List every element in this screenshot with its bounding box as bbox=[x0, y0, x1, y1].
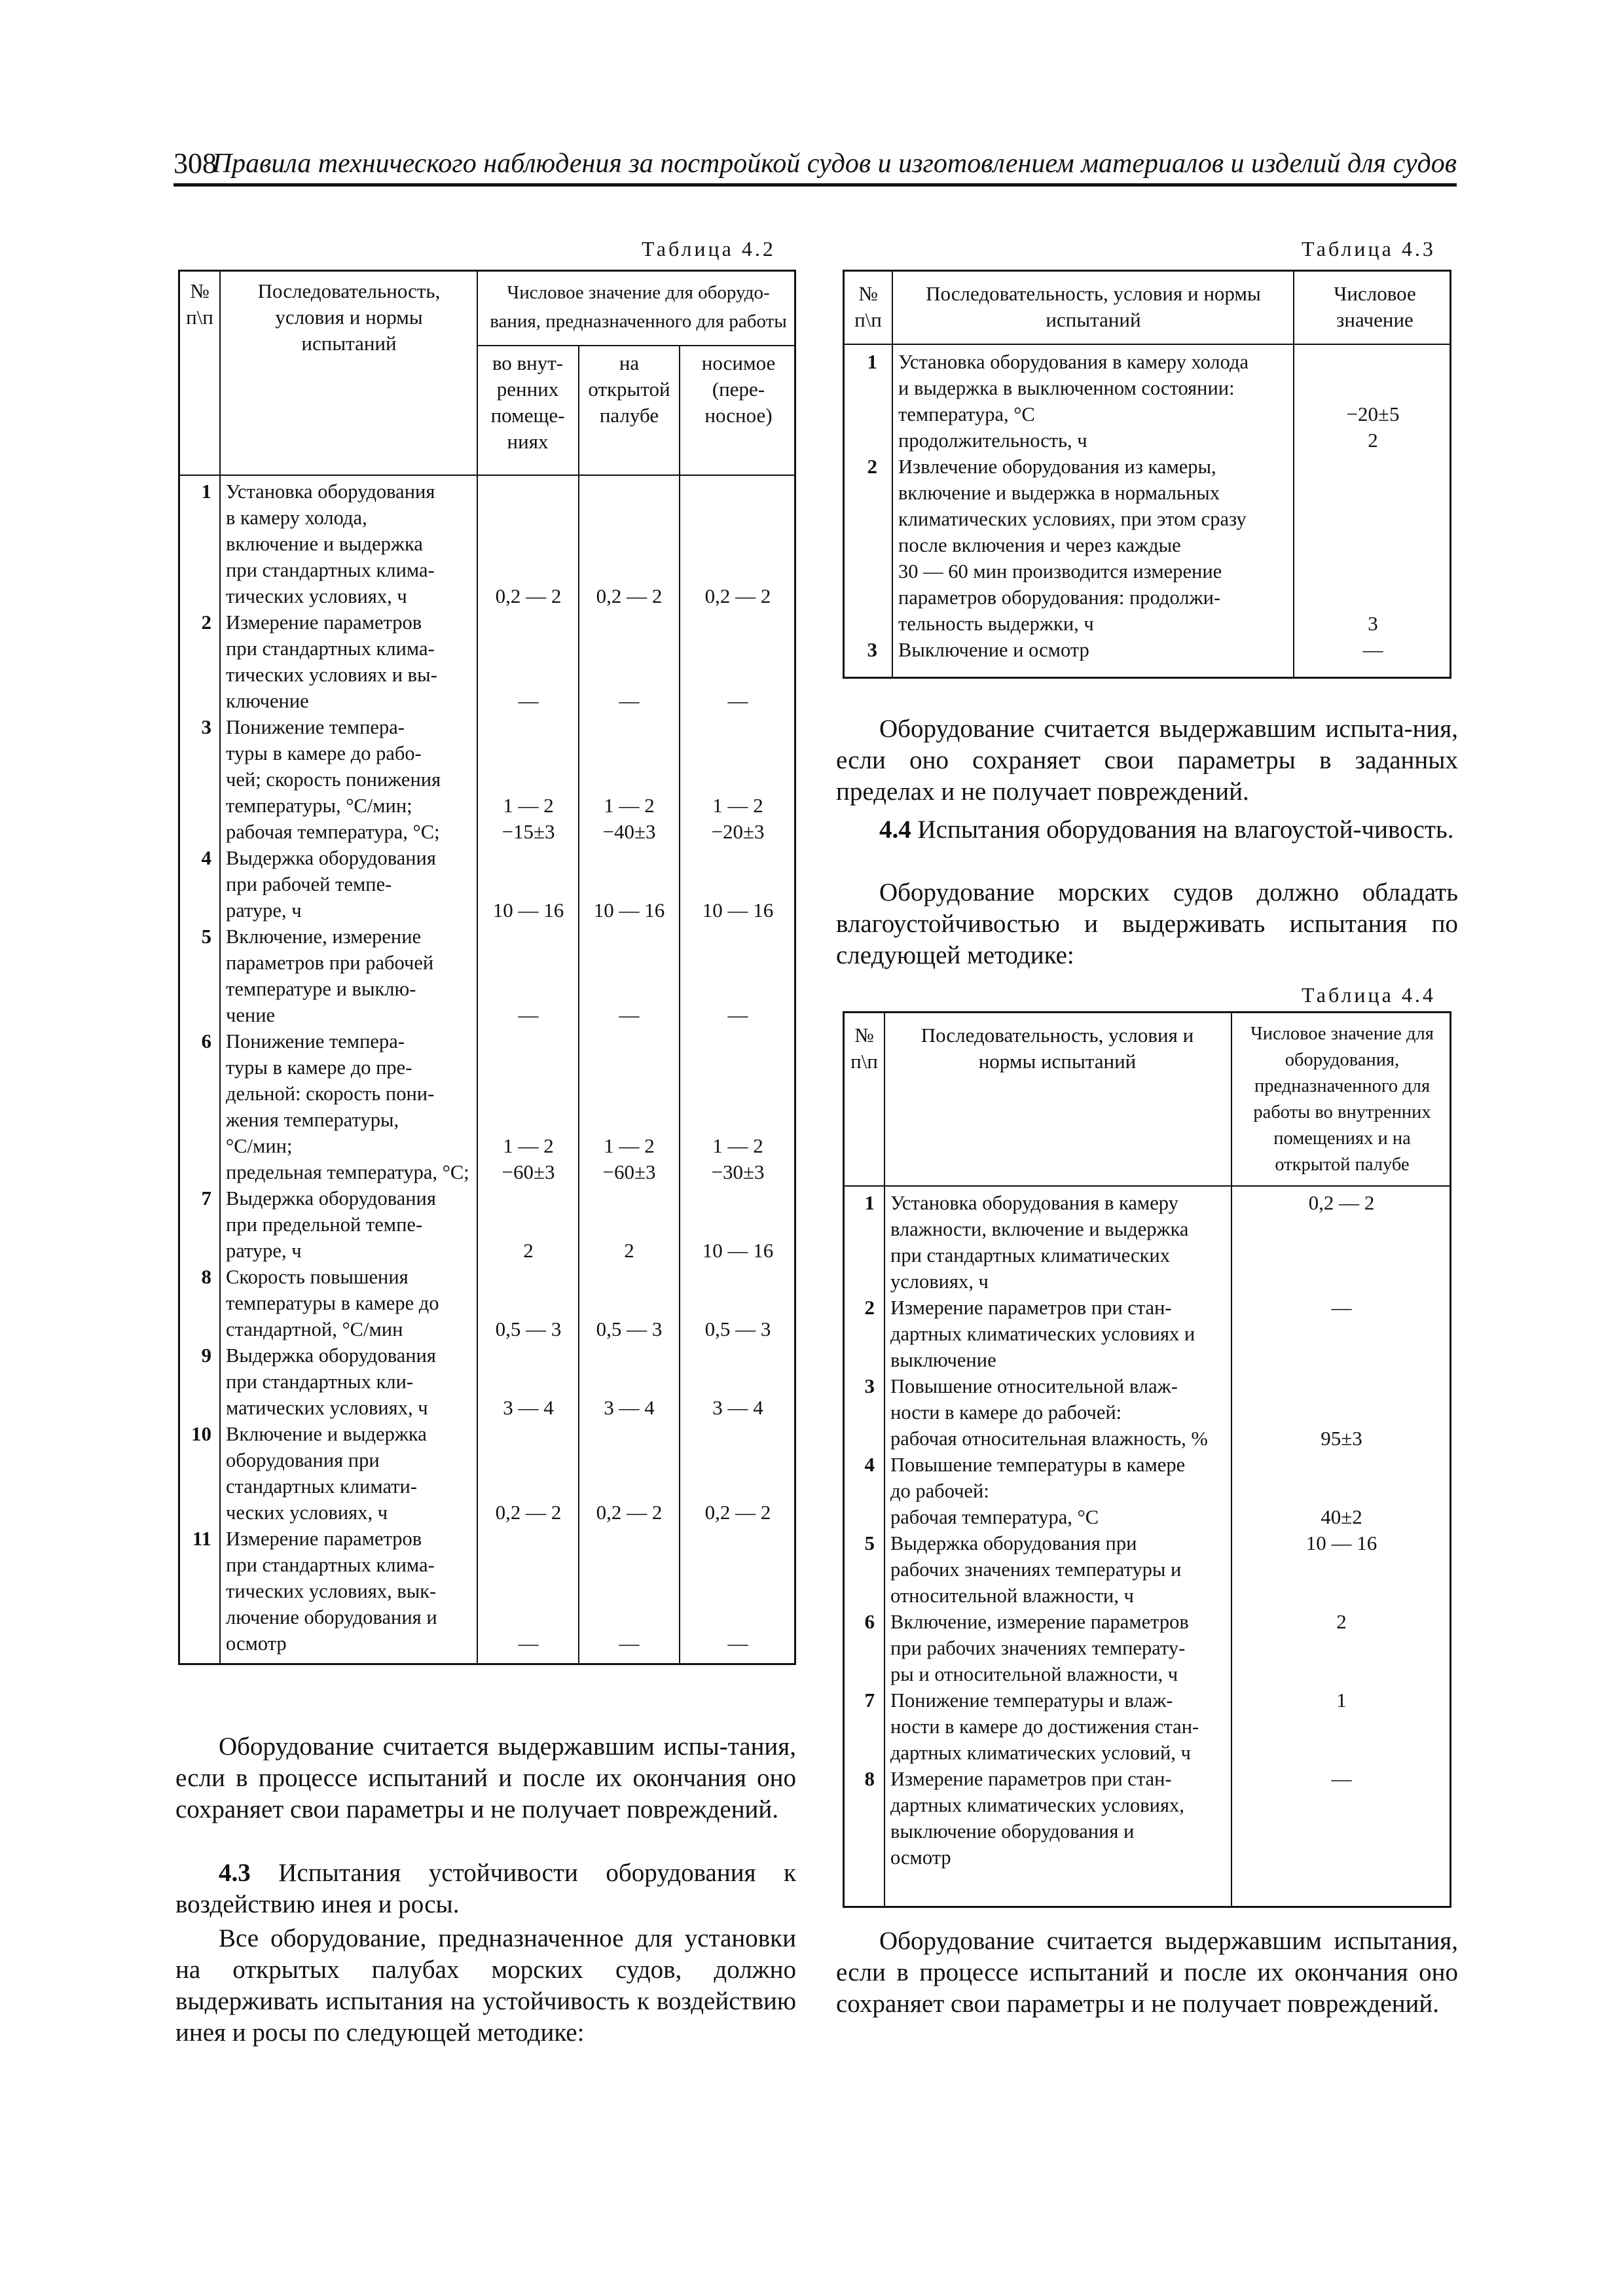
row-procedure-text: Извлечение оборудования из камеры, включение и выдержка в нормальных климатических условиях, при этом сразу после включения и через каждые 30 — 60 мин производится измерение параметров оборудования: продолжи- тельность выдержки, ч bbox=[898, 456, 1247, 635]
row-number: 10 bbox=[191, 1422, 211, 1445]
row-value-deck: — bbox=[619, 1632, 640, 1655]
row-number: 7 bbox=[201, 1187, 211, 1210]
col-no-header: № п\п bbox=[850, 1024, 878, 1073]
page-number: 308 bbox=[173, 147, 217, 179]
row-number: 1 bbox=[864, 1191, 875, 1214]
row-value-indoor: 3 — 4 bbox=[503, 1396, 554, 1419]
row-value-indoor: 10 — 16 bbox=[492, 899, 564, 922]
paragraph-table-4-3-result: Оборудование считается выдержавшим испыта-ния, если оно сохраняет свои параметры в заданных пределах и не получает повреждений. bbox=[836, 715, 1458, 806]
row-value: 0,2 — 2 bbox=[1308, 1191, 1375, 1214]
row-procedure-text: Установка оборудования в камеру холода, включение и выдержка при стандартных клима- тических условиях, ч bbox=[226, 480, 435, 607]
row-procedure-text: Выдержка оборудования при рабочей темпе- ратуре, ч bbox=[226, 847, 436, 922]
paragraph-4-4-intro: Оборудование морских судов должно обладать влагоустойчивостью и выдерживать испытания по следующей методике: bbox=[836, 878, 1458, 969]
row-value-portable: 0,5 — 3 bbox=[704, 1318, 771, 1340]
col-procedure-header: Последовательность, условия и нормы испытаний bbox=[257, 279, 441, 355]
section-4-3-number: 4.3 bbox=[219, 1859, 251, 1887]
paragraph-table-4-2-result: Оборудование считается выдержавшим испы-тания, если в процессе испытаний и после их окончания оно сохраняет свои параметры и не получает повреждений. bbox=[175, 1732, 796, 1823]
paragraph-table-4-4-result: Оборудование считается выдержавшим испытания, если в процессе испытаний и после их окончания оно сохраняет свои параметры и не получает повреждений. bbox=[836, 1927, 1458, 2018]
row-procedure-text: Повышение относительной влаж- ности в камере до рабочей: рабочая относительная влажность, % bbox=[890, 1375, 1208, 1450]
row-value-portable: 10 — 16 bbox=[702, 899, 774, 922]
row-procedure-text: Включение, измерение параметров при рабочих значениях температу- ры и относительной влажности, ч bbox=[890, 1611, 1189, 1685]
row-value-deck: — bbox=[619, 689, 640, 712]
section-4-3-heading bbox=[175, 1857, 796, 1920]
col-indoor-header: во внут- ренних помеще- ниях bbox=[490, 351, 565, 453]
row-value-portable: 1 — 2 −30±3 bbox=[711, 1134, 765, 1183]
row-procedure-text: Повышение температуры в камере до рабочей: рабочая температура, °С bbox=[890, 1454, 1186, 1528]
row-number: 2 bbox=[864, 1296, 875, 1319]
row-value: 3 bbox=[1368, 612, 1378, 635]
row-value-indoor: 1 — 2 −60±3 bbox=[501, 1134, 555, 1183]
row-value-portable: — bbox=[727, 1632, 748, 1655]
row-procedure-text: Понижение темпера- туры в камере до пре- дельной: скорость пони- жения температуры, °С/мин; предельная температура, °С; bbox=[226, 1030, 469, 1183]
row-number: 8 bbox=[864, 1767, 875, 1790]
col-portable-header: носимое (пере- носное) bbox=[701, 351, 776, 427]
table-4-3 bbox=[843, 270, 1451, 679]
table-4-4-caption: Таблица 4.4 bbox=[1302, 983, 1436, 1007]
table-4-3-caption: Таблица 4.3 bbox=[1302, 237, 1436, 260]
row-value-deck: 3 — 4 bbox=[604, 1396, 655, 1419]
col-no-header: № п\п bbox=[854, 282, 882, 331]
row-value-deck: — bbox=[619, 1003, 640, 1026]
row-value: 95±3 bbox=[1321, 1427, 1362, 1450]
row-value-deck: 1 — 2 −40±3 bbox=[602, 794, 656, 843]
row-value-indoor: 0,5 — 3 bbox=[495, 1318, 562, 1340]
row-number: 8 bbox=[201, 1265, 211, 1288]
row-value-portable: 1 — 2 −20±3 bbox=[711, 794, 765, 843]
row-number: 1 bbox=[867, 350, 877, 373]
col-no-header: № п\п bbox=[186, 279, 213, 329]
row-procedure-text: Установка оборудования в камеру влажности, включение и выдержка при стандартных климатических условиях, ч bbox=[890, 1192, 1189, 1293]
row-procedure-text: Установка оборудования в камеру холода и выдержка в выключенном состоянии: температура, °С продолжительность, ч bbox=[898, 351, 1249, 452]
row-value: 1 bbox=[1336, 1689, 1347, 1712]
row-number: 11 bbox=[192, 1527, 211, 1550]
row-number: 9 bbox=[201, 1344, 211, 1367]
row-procedure-text: Понижение температуры и влаж- ности в камере до достижения стан- дартных климатических условий, ч bbox=[890, 1689, 1199, 1764]
row-value-indoor: 0,2 — 2 bbox=[495, 584, 562, 607]
row-procedure-text: Измерение параметров при стан- дартных климатических условиях и выключение bbox=[890, 1297, 1195, 1371]
row-number: 2 bbox=[867, 455, 877, 478]
running-header bbox=[173, 143, 1457, 187]
row-value-deck: 0,2 — 2 bbox=[596, 1501, 663, 1524]
row-procedure-text: Измерение параметров при стан- дартных климатических условиях, выключение оборудования и осмотр bbox=[890, 1768, 1184, 1869]
col-value-header: Числовое значение bbox=[1334, 282, 1416, 331]
section-4-4-number: 4.4 bbox=[879, 816, 911, 844]
row-number: 7 bbox=[864, 1689, 875, 1712]
row-value: −20±5 2 bbox=[1346, 403, 1400, 452]
row-value-portable: — bbox=[727, 689, 748, 712]
table-4-2-caption: Таблица 4.2 bbox=[642, 237, 776, 260]
row-procedure-text: Скорость повышения температуры в камере до стандартной, °С/мин bbox=[226, 1266, 439, 1340]
row-procedure-text: Выдержка оборудования при стандартных кли- матических условиях, ч bbox=[226, 1344, 436, 1419]
row-number: 1 bbox=[201, 480, 211, 503]
section-4-4-title: Испытания оборудования на влагоустой-чивость. bbox=[917, 816, 1454, 844]
row-number: 6 bbox=[201, 1030, 211, 1052]
col-value-header: Числовое значение для оборудования, предназначенного для работы во внутренних помещениях и на открытой палубе bbox=[1250, 1024, 1434, 1175]
table-4-2 bbox=[178, 270, 796, 1665]
section-4-4-heading bbox=[836, 814, 1458, 846]
row-value-portable: 10 — 16 bbox=[702, 1239, 774, 1262]
value-group-header: Числовое значение для оборудо- вания, предназначенного для работы bbox=[490, 282, 787, 332]
row-number: 3 bbox=[867, 638, 877, 661]
row-value-deck: 2 bbox=[624, 1239, 634, 1262]
row-value: 40±2 bbox=[1321, 1505, 1362, 1528]
running-title: Правила технического наблюдения за постройкой судов и изготовлением материалов и изделий для судов bbox=[211, 149, 1457, 179]
row-procedure-text: Выдержка оборудования при рабочих значениях температуры и относительной влажности, ч bbox=[890, 1532, 1182, 1607]
row-procedure-text: Выключение и осмотр bbox=[898, 639, 1089, 661]
row-number: 5 bbox=[864, 1532, 875, 1554]
row-value-portable: 0,2 — 2 bbox=[704, 584, 771, 607]
row-value-portable: 3 — 4 bbox=[712, 1396, 763, 1419]
row-value-indoor: — bbox=[518, 1632, 539, 1655]
row-number: 3 bbox=[201, 715, 211, 738]
row-value-portable: — bbox=[727, 1003, 748, 1026]
col-procedure-header: Последовательность, условия и нормы испытаний bbox=[921, 1024, 1194, 1073]
row-number: 5 bbox=[201, 925, 211, 948]
row-procedure-text: Включение, измерение параметров при рабочей температуре и выклю- чение bbox=[226, 925, 434, 1026]
row-value-deck: 1 — 2 −60±3 bbox=[602, 1134, 656, 1183]
row-value-indoor: 2 bbox=[523, 1239, 534, 1262]
row-value-indoor: — bbox=[518, 689, 539, 712]
row-procedure-text: Измерение параметров при стандартных клима- тических условиях и вы- ключение bbox=[226, 611, 437, 712]
table-4-4 bbox=[843, 1011, 1451, 1908]
row-procedure-text: Выдержка оборудования при предельной темпе- ратуре, ч bbox=[226, 1187, 436, 1262]
row-value-indoor: 0,2 — 2 bbox=[495, 1501, 562, 1524]
row-number: 2 bbox=[201, 611, 211, 634]
row-value: 10 — 16 bbox=[1305, 1532, 1377, 1554]
row-procedure-text: Понижение темпера- туры в камере до рабо- чей; скорость понижения температуры, °С/мин; рабочая температура, °С; bbox=[226, 716, 441, 843]
row-value: — bbox=[1331, 1296, 1352, 1319]
paragraph-4-3-intro: Все оборудование, предназначенное для установки на открытых палубах морских судов, должно выдерживать испытания на устойчивость к воздействию инея и росы по следующей методике: bbox=[175, 1924, 796, 2047]
col-procedure-header: Последовательность, условия и нормы испытаний bbox=[926, 282, 1261, 331]
section-4-3-title: Испытания устойчивости оборудования к воздействию инея и росы. bbox=[175, 1859, 797, 1918]
row-number: 4 bbox=[201, 846, 211, 869]
row-value: — bbox=[1331, 1767, 1352, 1790]
row-value-indoor: — bbox=[518, 1003, 539, 1026]
row-number: 6 bbox=[864, 1610, 875, 1633]
row-number: 3 bbox=[864, 1374, 875, 1397]
row-value: — bbox=[1362, 638, 1383, 661]
row-value-portable: 0,2 — 2 bbox=[704, 1501, 771, 1524]
row-value-indoor: 1 — 2 −15±3 bbox=[501, 794, 555, 843]
row-value-deck: 0,5 — 3 bbox=[596, 1318, 663, 1340]
row-number: 4 bbox=[864, 1453, 875, 1476]
row-value-deck: 10 — 16 bbox=[593, 899, 665, 922]
row-value: 2 bbox=[1336, 1610, 1347, 1633]
row-procedure-text: Измерение параметров при стандартных клима- тических условиях, вык- лючение оборудования и осмотр bbox=[226, 1528, 437, 1655]
row-procedure-text: Включение и выдержка оборудования при стандартных климати- ческих условиях, ч bbox=[226, 1423, 427, 1524]
col-deck-header: на открытой палубе bbox=[588, 351, 670, 427]
row-value-deck: 0,2 — 2 bbox=[596, 584, 663, 607]
